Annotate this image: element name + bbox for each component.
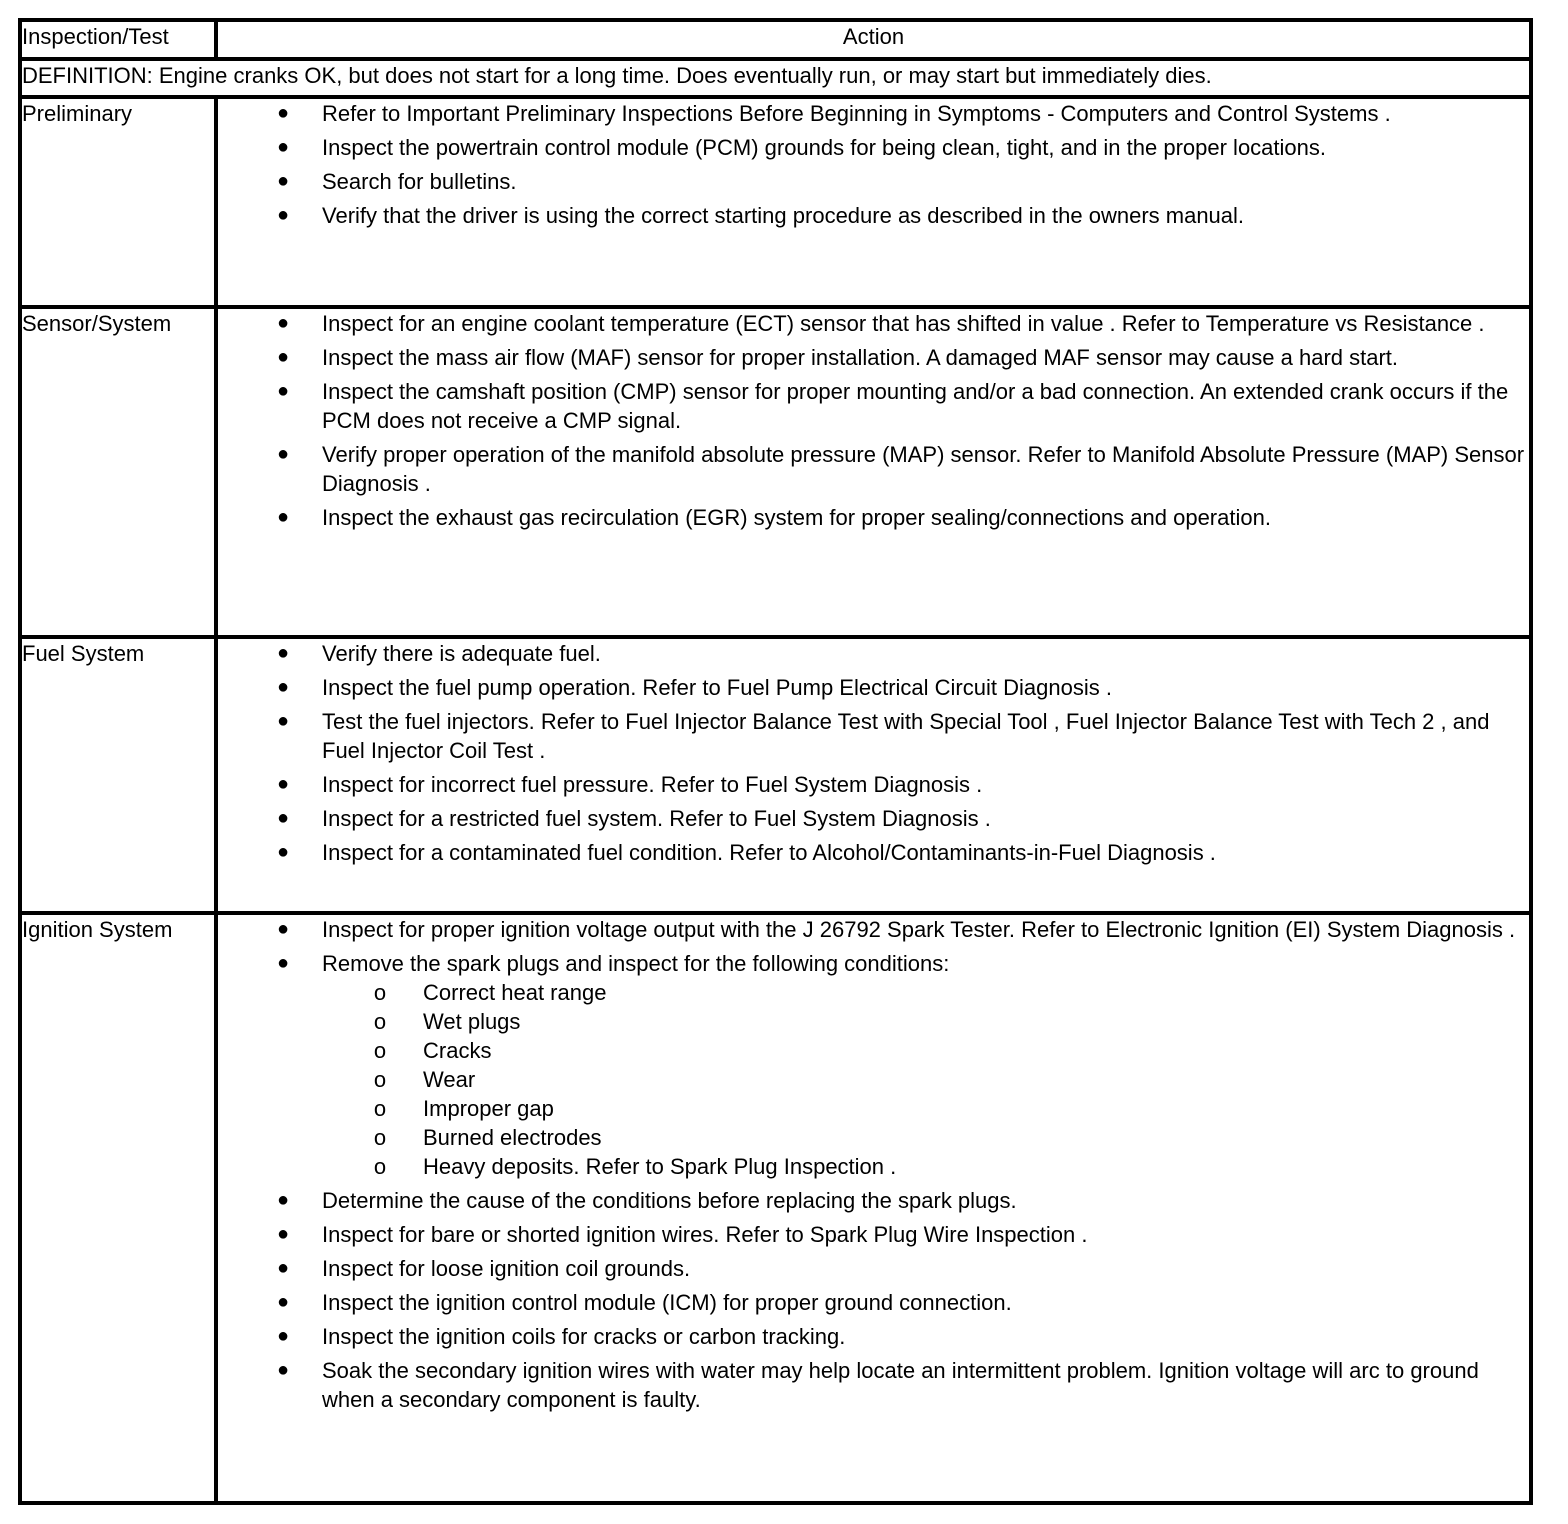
list-item — [218, 1186, 1529, 1215]
list-item — [218, 673, 1529, 702]
bullet-icon: ● — [276, 1325, 290, 1347]
bullet-icon: ● — [276, 841, 290, 863]
sub-item-text: Improper gap — [423, 1096, 554, 1121]
bullet-icon: ● — [276, 1359, 290, 1381]
bullet-icon: ● — [276, 346, 290, 368]
item-text: Inspect the ignition coils for cracks or carbon tracking. — [322, 1324, 846, 1349]
bullet-icon: ● — [276, 204, 290, 226]
bullet-icon: ● — [276, 710, 290, 732]
bullet-icon: ● — [276, 1189, 290, 1211]
item-text: Remove the spark plugs and inspect for the following conditions: — [322, 951, 950, 976]
list-item — [218, 133, 1529, 162]
header-action: Action — [216, 20, 1531, 59]
list-item — [218, 440, 1529, 498]
list-item — [218, 707, 1529, 765]
list-item — [218, 99, 1529, 128]
item-text: Inspect the powertrain control module (PCM) grounds for being clean, tight, and in the proper locations. — [322, 135, 1326, 160]
sub-list-item — [322, 1094, 1529, 1123]
list-item — [218, 915, 1529, 944]
bullet-icon: ● — [276, 102, 290, 124]
sub-item-text: Wet plugs — [423, 1009, 521, 1034]
circle-bullet-icon: o — [373, 1067, 387, 1092]
list-item — [218, 639, 1529, 668]
table-row — [20, 307, 1531, 637]
bullet-icon: ● — [276, 952, 290, 974]
sub-item-text: Correct heat range — [423, 980, 607, 1005]
item-text: Inspect the fuel pump operation. Refer to Fuel Pump Electrical Circuit Diagnosis . — [322, 675, 1112, 700]
category-fuel-system: Fuel System — [20, 637, 216, 913]
item-text: Search for bulletins. — [322, 169, 517, 194]
table-row — [20, 637, 1531, 913]
table-row — [20, 97, 1531, 307]
sub-item-text: Burned electrodes — [423, 1125, 602, 1150]
header-inspection-test: Inspection/Test — [20, 20, 216, 59]
action-cell — [216, 913, 1531, 1503]
item-text: Inspect the mass air flow (MAF) sensor for proper installation. A damaged MAF sensor may cause a hard start. — [322, 345, 1399, 370]
item-text: Inspect for bare or shorted ignition wires. Refer to Spark Plug Wire Inspection . — [322, 1222, 1088, 1247]
bullet-icon: ● — [276, 642, 290, 664]
item-text: Inspect for an engine coolant temperature (ECT) sensor that has shifted in value . Refer to Temperature vs Resistance . — [322, 311, 1485, 336]
list-item — [218, 1356, 1529, 1414]
item-text: Soak the secondary ignition wires with water may help locate an intermittent problem. Ignition voltage will arc to ground when a secondary component is faulty. — [322, 1358, 1479, 1412]
sub-list-item — [322, 1036, 1529, 1065]
bullet-icon: ● — [276, 807, 290, 829]
definition-row — [20, 59, 1531, 97]
sub-item-text: Cracks — [423, 1038, 492, 1063]
item-text: Inspect for proper ignition voltage output with the J 26792 Spark Tester. Refer to Electronic Ignition (EI) System Diagnosis . — [322, 917, 1516, 942]
item-text: Inspect for incorrect fuel pressure. Refer to Fuel System Diagnosis . — [322, 772, 983, 797]
bullet-icon: ● — [276, 312, 290, 334]
table-header-row — [20, 20, 1531, 59]
sub-list-item — [322, 1065, 1529, 1094]
item-text: Refer to Important Preliminary Inspections Before Beginning in Symptoms - Computers and Control Systems . — [322, 101, 1391, 126]
list-item — [218, 804, 1529, 833]
bullet-icon: ● — [276, 1257, 290, 1279]
list-item — [218, 838, 1529, 867]
list-item — [218, 1220, 1529, 1249]
bullet-icon: ● — [276, 380, 290, 402]
list-item — [218, 309, 1529, 338]
sub-item-text: Heavy deposits. Refer to Spark Plug Inspection . — [423, 1154, 897, 1179]
sub-list-item — [322, 1152, 1529, 1181]
list-item — [218, 1254, 1529, 1283]
item-text: Inspect for a contaminated fuel condition. Refer to Alcohol/Contaminants-in-Fuel Diagnosis . — [322, 840, 1216, 865]
list-item — [218, 1288, 1529, 1317]
list-item — [218, 167, 1529, 196]
action-cell — [216, 637, 1531, 913]
list-item — [218, 1322, 1529, 1351]
circle-bullet-icon: o — [373, 1154, 387, 1179]
list-item — [218, 503, 1529, 532]
item-text: Inspect the camshaft position (CMP) sensor for proper mounting and/or a bad connection. An extended crank occurs if the PCM does not receive a CMP signal. — [322, 379, 1509, 433]
bullet-icon: ● — [276, 443, 290, 465]
circle-bullet-icon: o — [373, 1009, 387, 1034]
item-text: Inspect the ignition control module (ICM) for proper ground connection. — [322, 1290, 1012, 1315]
list-item — [218, 770, 1529, 799]
list-item — [218, 201, 1529, 230]
item-text: Verify proper operation of the manifold absolute pressure (MAP) sensor. Refer to Manifold Absolute Pressure (MAP) Sensor Diagnosis . — [322, 442, 1525, 496]
bullet-icon: ● — [276, 170, 290, 192]
category-sensor-system: Sensor/System — [20, 307, 216, 637]
circle-bullet-icon: o — [373, 1038, 387, 1063]
table-row — [20, 913, 1531, 1503]
action-cell — [216, 97, 1531, 307]
item-text: Inspect for a restricted fuel system. Refer to Fuel System Diagnosis . — [322, 806, 991, 831]
sub-list-item — [322, 978, 1529, 1007]
list-item — [218, 343, 1529, 372]
list-item — [218, 949, 1529, 1181]
bullet-icon: ● — [276, 1291, 290, 1313]
item-text: Test the fuel injectors. Refer to Fuel Injector Balance Test with Special Tool , Fuel Injector Balance Test with Tech 2 , and Fuel Injector Coil Test . — [322, 709, 1490, 763]
bullet-icon: ● — [276, 676, 290, 698]
item-text: Inspect the exhaust gas recirculation (EGR) system for proper sealing/connections and operation. — [322, 505, 1271, 530]
item-text: Determine the cause of the conditions before replacing the spark plugs. — [322, 1188, 1017, 1213]
sub-list-item — [322, 1007, 1529, 1036]
item-text: Verify that the driver is using the correct starting procedure as described in the owners manual. — [322, 203, 1245, 228]
sub-list-item — [322, 1123, 1529, 1152]
sub-item-text: Wear — [423, 1067, 476, 1092]
action-cell — [216, 307, 1531, 637]
category-ignition-system: Ignition System — [20, 913, 216, 1503]
item-text: Inspect for loose ignition coil grounds. — [322, 1256, 691, 1281]
circle-bullet-icon: o — [373, 1125, 387, 1150]
list-item — [218, 377, 1529, 435]
bullet-icon: ● — [276, 1223, 290, 1245]
bullet-icon: ● — [276, 773, 290, 795]
bullet-icon: ● — [276, 918, 290, 940]
spark-plug-conditions-list — [322, 978, 1529, 1181]
bullet-icon: ● — [276, 506, 290, 528]
bullet-icon: ● — [276, 136, 290, 158]
item-text: Verify there is adequate fuel. — [322, 641, 601, 666]
category-preliminary: Preliminary — [20, 97, 216, 307]
definition-text: DEFINITION: Engine cranks OK, but does not start for a long time. Does eventually run, or may start but immediately dies. — [20, 59, 1531, 97]
inspection-table — [18, 18, 1533, 1505]
circle-bullet-icon: o — [373, 980, 387, 1005]
circle-bullet-icon: o — [373, 1096, 387, 1121]
